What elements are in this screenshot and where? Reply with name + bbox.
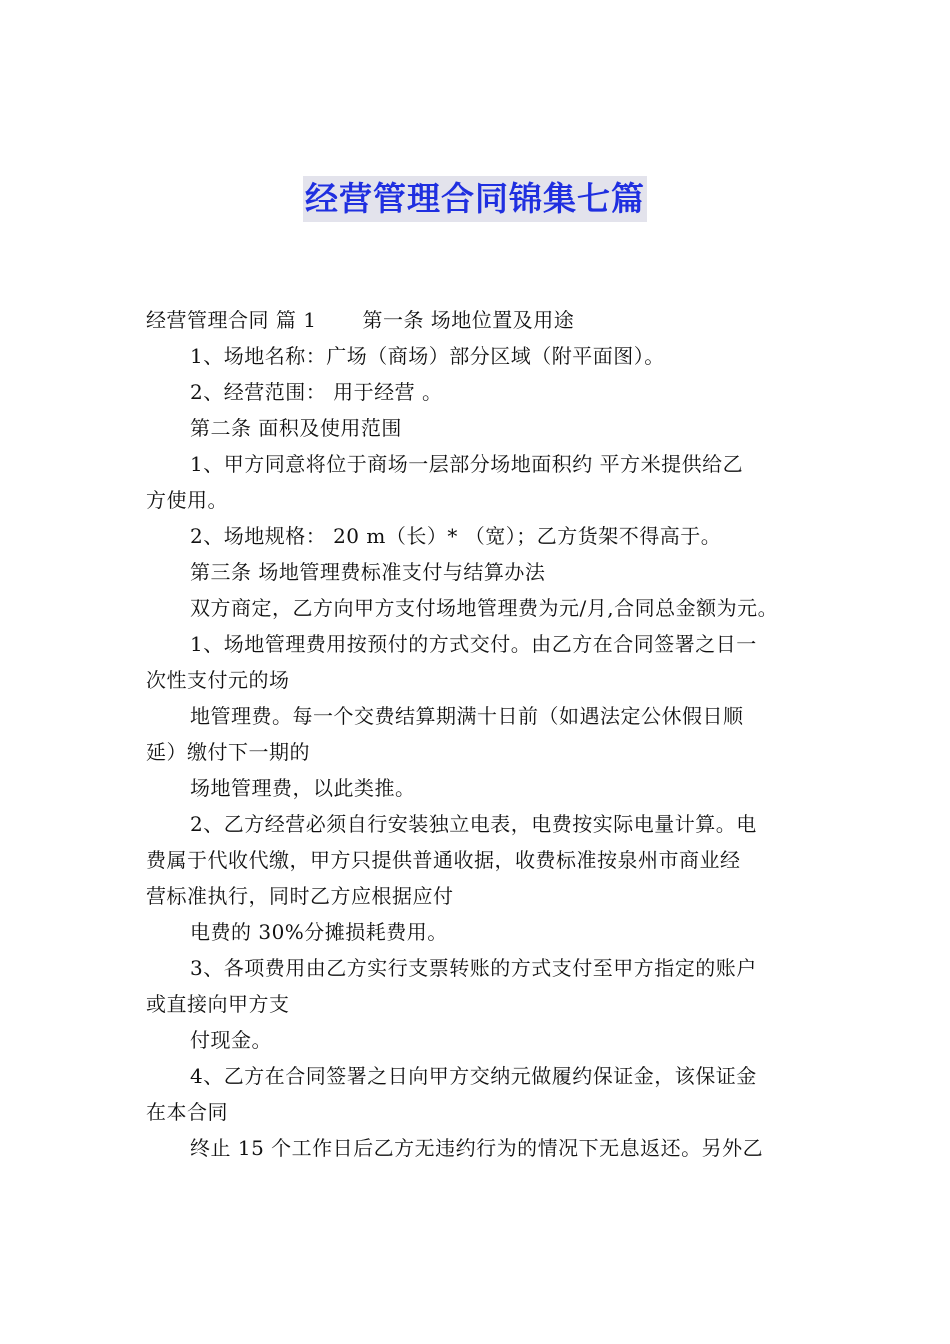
- paragraph-line: 终止 15 个工作日后乙方无违约行为的情况下无息返还。另外乙: [190, 1136, 764, 1160]
- paragraph-line: 付现金。: [190, 1028, 272, 1052]
- document-title: 经营管理合同锦集七篇: [303, 176, 647, 222]
- paragraph-line: 场地管理费，以此类推。: [190, 776, 416, 800]
- paragraph-line: 在本合同: [146, 1100, 228, 1124]
- paragraph-line: 双方商定，乙方向甲方支付场地管理费为元/月,合同总金额为元。: [190, 596, 779, 620]
- paragraph-line: 1、甲方同意将位于商场一层部分场地面积约 平方米提供给乙: [190, 452, 744, 476]
- section-heading: [146, 302, 818, 338]
- contract-heading: 经营管理合同 篇 1: [146, 308, 317, 332]
- paragraph-line: 4、乙方在合同签署之日向甲方交纳元做履约保证金，该保证金: [190, 1064, 757, 1088]
- paragraph-line: 营标准执行，同时乙方应根据应付: [146, 884, 454, 908]
- paragraph-line: 或直接向甲方支: [146, 992, 290, 1016]
- article-heading: 第二条 面积及使用范围: [190, 416, 402, 440]
- paragraph-line: 地管理费。每一个交费结算期满十日前（如遇法定公休假日顺: [190, 704, 744, 728]
- paragraph-line: 延）缴付下一期的: [146, 740, 310, 764]
- paragraph-line: 2、经营范围： 用于经营 。: [190, 380, 443, 404]
- paragraph-line: 费属于代收代缴，甲方只提供普通收据，收费标准按泉州市商业经: [146, 848, 741, 872]
- article-heading: 第三条 场地管理费标准支付与结算办法: [190, 560, 546, 584]
- paragraph-line: 方使用。: [146, 488, 228, 512]
- paragraph-line: 1、场地管理费用按预付的方式交付。由乙方在合同签署之日一: [190, 632, 757, 656]
- article-heading: 第一条 场地位置及用途: [362, 308, 575, 332]
- paragraph-line: 3、各项费用由乙方实行支票转账的方式支付至甲方指定的账户: [190, 956, 757, 980]
- paragraph-line: 1、场地名称：广场（商场）部分区域（附平面图）。: [190, 344, 665, 368]
- paragraph-line: 2、乙方经营必须自行安装独立电表，电费按实际电量计算。电: [190, 812, 757, 836]
- paragraph-line: 电费的 30%分摊损耗费用。: [190, 920, 448, 944]
- document-body: [146, 302, 818, 1166]
- paragraph-line: 次性支付元的场: [146, 668, 290, 692]
- paragraph-line: 2、场地规格： 20 m（长）* （宽）；乙方货架不得高于。: [190, 524, 722, 548]
- title-container: [0, 176, 950, 222]
